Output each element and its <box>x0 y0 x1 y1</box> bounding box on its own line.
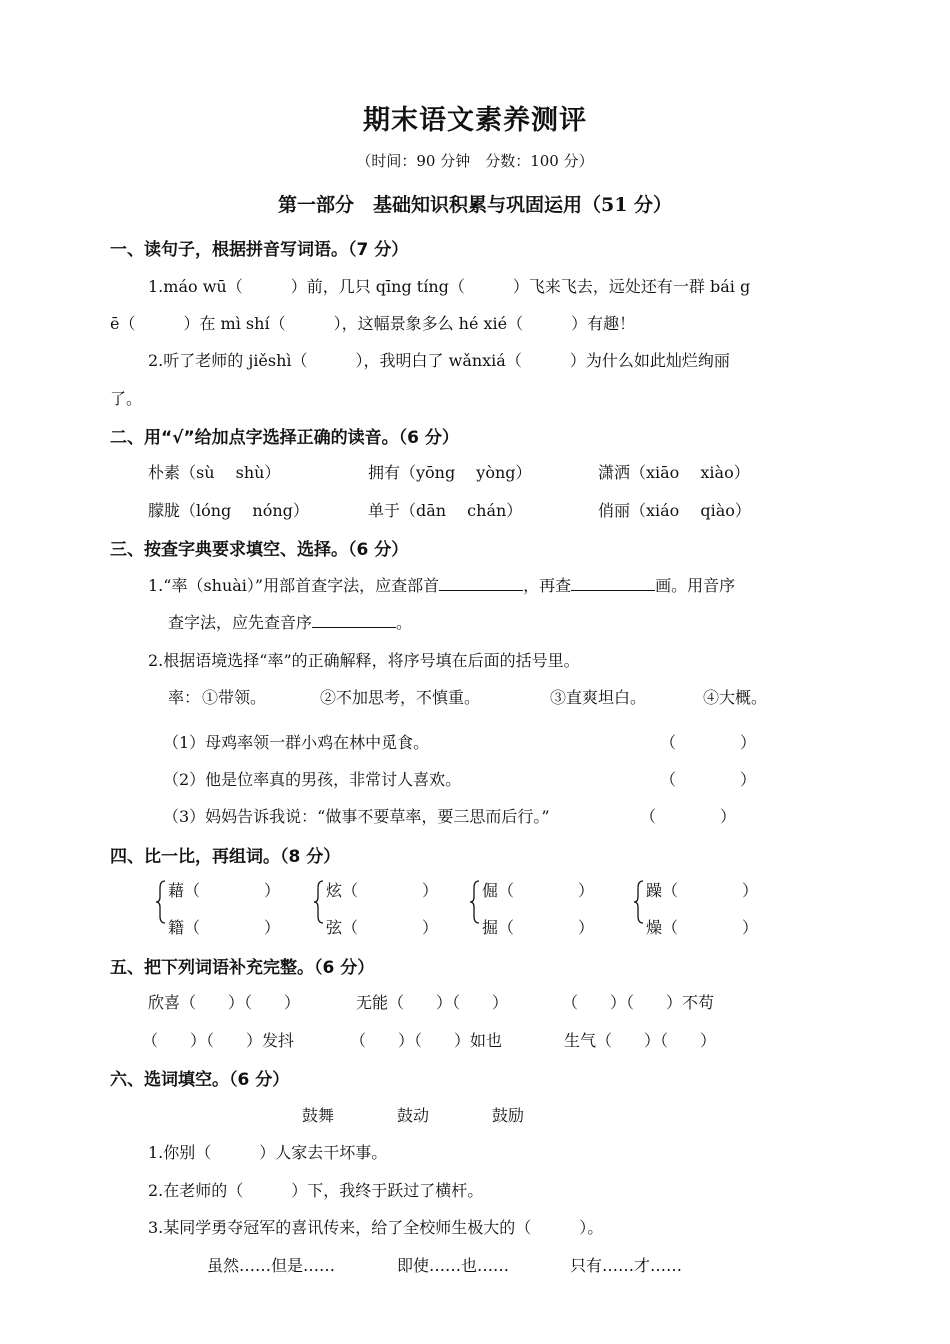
page-title: 期末语文素养测评 <box>363 105 587 136</box>
compare-word: 籍（ ） <box>168 918 281 937</box>
word-option: 鼓励 <box>492 1106 525 1125</box>
brace-icon <box>314 880 324 924</box>
section-2-heading: 二、用“√”给加点字选择正确的读音。（6 分） <box>110 428 459 448</box>
s3-q1-line-1 <box>148 573 735 596</box>
compare-word: 燥（ ） <box>646 918 759 937</box>
s3-q1-text: 查字法，应先查音序 <box>168 613 313 632</box>
section-1-heading: 一、读句子，根据拼音写词语。（7 分） <box>110 240 409 260</box>
idiom-fill: 生气（ ）（ ） <box>564 1031 717 1050</box>
part-heading: 第一部分 基础知识积累与巩固运用（51 分） <box>277 194 673 216</box>
idiom-fill: （ ）（ ）不苟 <box>562 993 715 1012</box>
answer-paren[interactable]: （ ） <box>660 770 757 789</box>
section-5-heading: 五、把下列词语补充完整。（6 分） <box>110 958 375 978</box>
s1-line-4: 了。 <box>110 389 143 408</box>
s1-line-2: ē（ ）在 mì shí（ ），这幅景象多么 hé xié（ ）有趣！ <box>110 314 636 333</box>
conjunction-option: 虽然……但是…… <box>207 1256 336 1275</box>
s3-q1-text: 。 <box>396 613 413 632</box>
s3-q1-line-2 <box>168 610 412 633</box>
s6-q1: 1.你别（ ）人家去干坏事。 <box>148 1143 388 1162</box>
conjunction-option: 只有……才…… <box>570 1256 683 1275</box>
meaning-option: ②不加思考，不慎重。 <box>320 688 481 707</box>
answer-paren[interactable]: （ ） <box>640 807 737 826</box>
brace-icon <box>156 880 166 924</box>
brace-icon <box>634 880 644 924</box>
s3-sub-1: （1）母鸡率领一群小鸡在林中觅食。 <box>163 733 430 752</box>
idiom-fill: （ ）（ ）发抖 <box>142 1031 295 1050</box>
pinyin-choice: 潇洒（xiāo xiào） <box>598 463 750 482</box>
meaning-label: 率： <box>168 688 201 707</box>
fill-blank[interactable] <box>312 611 396 628</box>
pinyin-choice: 朦胧（lóng nóng） <box>148 501 309 520</box>
idiom-fill: 无能（ ）（ ） <box>356 993 509 1012</box>
section-3-heading: 三、按查字典要求填空、选择。（6 分） <box>110 540 409 560</box>
pinyin-choice: 拥有（yōng yòng） <box>368 463 532 482</box>
idiom-fill: （ ）（ ）如也 <box>350 1031 503 1050</box>
compare-word: 炫（ ） <box>326 881 439 900</box>
section-4-heading: 四、比一比，再组词。（8 分） <box>110 847 341 867</box>
word-option: 鼓舞 <box>302 1106 335 1125</box>
pinyin-choice: 俏丽（xiáo qiào） <box>598 501 751 520</box>
fill-blank[interactable] <box>571 574 655 591</box>
s6-q3: 3.某同学勇夺冠军的喜讯传来，给了全校师生极大的（ ）。 <box>148 1218 604 1237</box>
compare-word: 藉（ ） <box>168 881 281 900</box>
s1-line-3: 2.听了老师的 jiěshì（ ），我明白了 wǎnxiá（ ）为什么如此灿烂绚丽 <box>148 351 730 370</box>
s1-line-1: 1.máo wū（ ）前，几只 qīng tíng（ ）飞来飞去，远处还有一群 bái g <box>148 277 751 296</box>
meaning-option: ①带领。 <box>202 688 267 707</box>
s3-q1-text: ，再查 <box>523 576 572 595</box>
fill-blank[interactable] <box>439 574 523 591</box>
compare-word: 掘（ ） <box>482 918 595 937</box>
pinyin-choice: 单于（dān chán） <box>368 501 523 520</box>
section-6-heading: 六、选词填空。（6 分） <box>110 1070 290 1090</box>
meaning-option: ③直爽坦白。 <box>550 688 647 707</box>
compare-word: 弦（ ） <box>326 918 439 937</box>
word-option: 鼓动 <box>397 1106 430 1125</box>
idiom-fill: 欣喜（ ）（ ） <box>148 993 301 1012</box>
pinyin-choice: 朴素（sù shù） <box>148 463 281 482</box>
exam-info: （时间：90 分钟 分数：100 分） <box>356 152 594 170</box>
brace-icon <box>470 880 480 924</box>
s3-sub-3: （3）妈妈告诉我说：“做事不要草率，要三思而后行。” <box>163 807 550 826</box>
compare-word: 躁（ ） <box>646 881 759 900</box>
answer-paren[interactable]: （ ） <box>660 733 757 752</box>
s3-q2: 2.根据语境选择“率”的正确解释，将序号填在后面的括号里。 <box>148 651 580 670</box>
conjunction-option: 即使……也…… <box>397 1256 510 1275</box>
s3-q1-text: 画。用音序 <box>655 576 736 595</box>
meaning-option: ④大概。 <box>703 688 768 707</box>
s3-q1-text: 1.“率（shuài）”用部首查字法，应查部首 <box>148 576 440 595</box>
s6-q2: 2.在老师的（ ）下，我终于跃过了横杆。 <box>148 1181 484 1200</box>
compare-word: 倔（ ） <box>482 881 595 900</box>
s3-sub-2: （2）他是位率真的男孩，非常讨人喜欢。 <box>163 770 462 789</box>
